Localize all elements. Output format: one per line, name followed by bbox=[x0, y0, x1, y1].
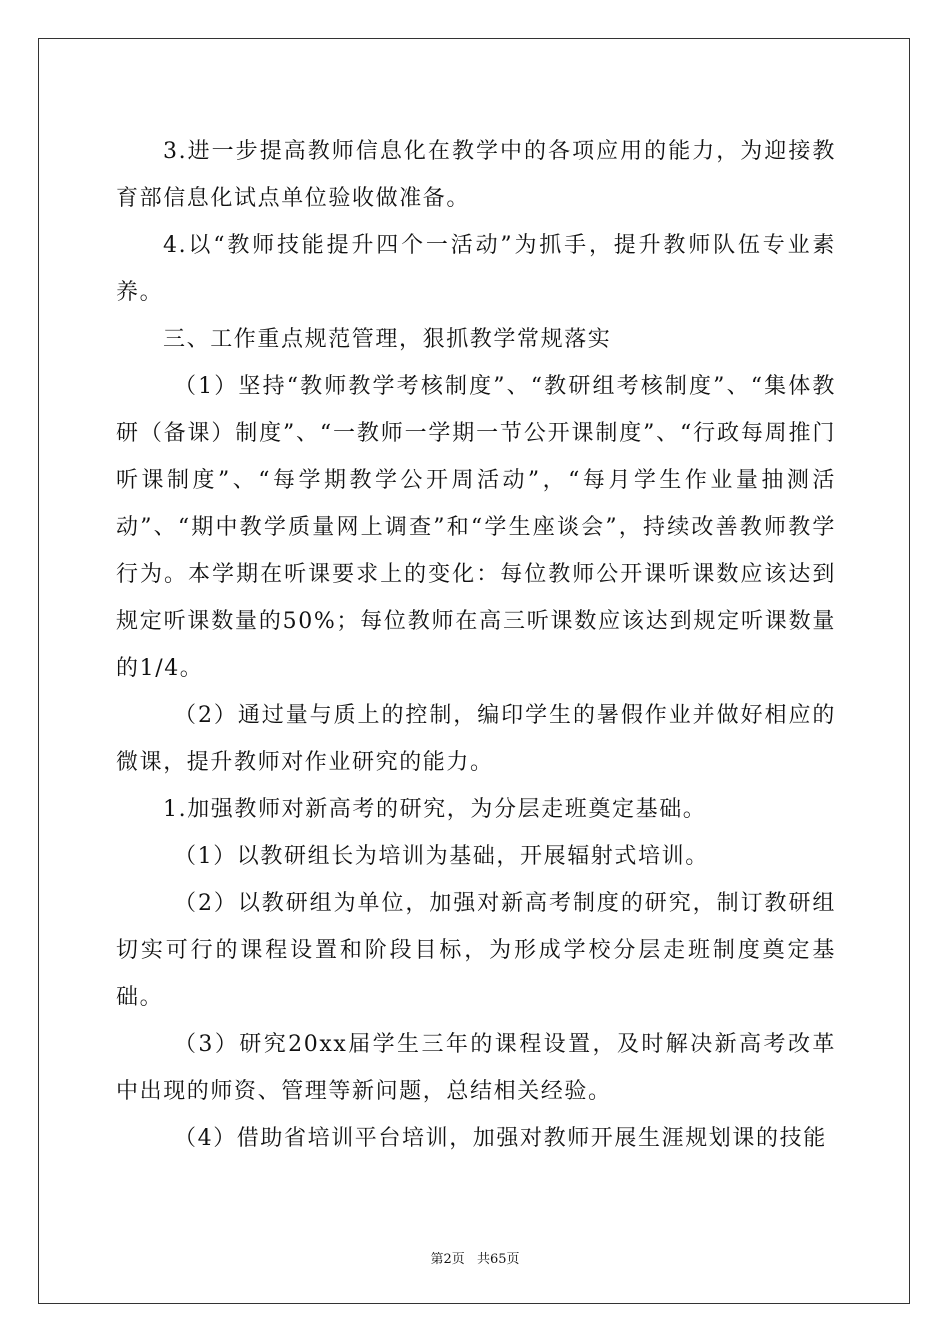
page-footer bbox=[0, 1248, 950, 1267]
paragraph-sub-item-2: （2）以教研组为单位，加强对新高考制度的研究，制订教研组切实可行的课程设置和阶段目标，为形成学校分层走班制度奠定基础。 bbox=[116, 891, 836, 1010]
paragraph-item-1: （1）坚持“教师教学考核制度”、“教研组考核制度”、“集体教研（备课）制度”、“一教师一学期一节公开课制度”、“行政每周推门听课制度”、“每学期教学公开周活动”，“每月学生作业量抽测活动”、“期中教学质量网上调查”和“学生座谈会”，持续改善教师教学行为。本学期在听课要求上的变化：每位教师公开课听课数应该达到规定听课数量的50%；每位教师在高三听课数应该达到规定听课数量的1/4。 bbox=[116, 374, 836, 681]
section-heading-3: 三、工作重点规范管理，狠抓教学常规落实 bbox=[163, 327, 612, 352]
subheading-1: 1.加强教师对新高考的研究，为分层走班奠定基础。 bbox=[163, 797, 707, 822]
paragraph-item-2: （2）通过量与质上的控制，编印学生的暑假作业并做好相应的微课，提升教师对作业研究的能力。 bbox=[116, 703, 836, 775]
total-pages: 共65页 bbox=[476, 1252, 520, 1267]
paragraph-sub-item-4: （4）借助省培训平台培训，加强对教师开展生涯规划课的技能 bbox=[174, 1126, 827, 1151]
paragraph-sub-item-3: （3）研究20xx届学生三年的课程设置，及时解决新高考改革中出现的师资、管理等新问题，总结相关经验。 bbox=[116, 1032, 836, 1104]
page-number: 第2页 bbox=[430, 1252, 465, 1267]
paragraph-goal-4: 4.以“教师技能提升四个一活动”为抓手，提升教师队伍专业素养。 bbox=[116, 233, 836, 305]
paragraph-sub-item-1: （1）以教研组长为培训为基础，开展辐射式培训。 bbox=[174, 844, 709, 869]
paragraph-goal-3: 3.进一步提高教师信息化在教学中的各项应用的能力，为迎接教育部信息化试点单位验收做准备。 bbox=[116, 139, 836, 211]
document-body bbox=[116, 128, 836, 1162]
